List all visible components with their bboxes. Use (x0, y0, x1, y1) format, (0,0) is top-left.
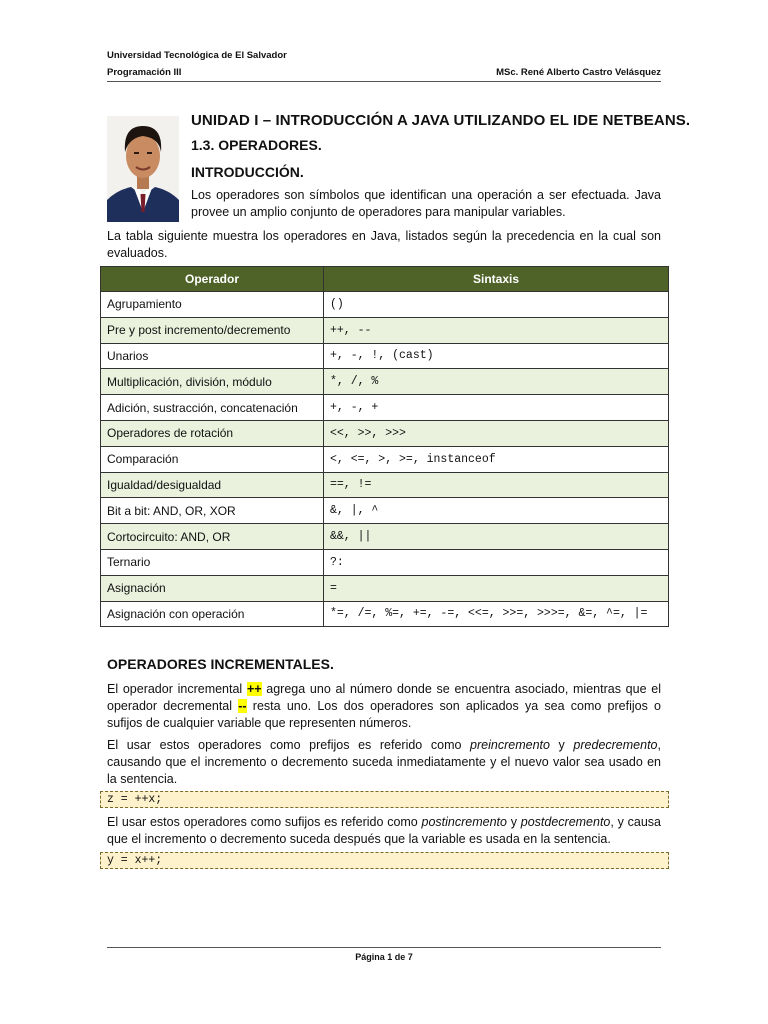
operator-cell: Igualdad/desigualdad (101, 472, 324, 498)
syntax-cell: <<, >>, >>> (324, 420, 669, 446)
text-span: , y causa que el incremento o decremento suceda después que la variable es usada en la sentencia. (107, 815, 661, 846)
operator-cell: Asignación con operación (101, 601, 324, 627)
text-span: El usar estos operadores como sufijos es referido como (107, 815, 422, 829)
text-span: agrega uno al número donde se encuentra asociado, mientras que el operador decremental (107, 682, 661, 713)
table-intro-paragraph: La tabla siguiente muestra los operadores en Java, listados según la precedencia en la cual son evaluados. (107, 229, 661, 260)
table-row (101, 420, 669, 446)
highlight-decrement: -- (238, 699, 247, 713)
operator-cell: Unarios (101, 343, 324, 369)
table-row (101, 575, 669, 601)
syntax-cell: &, |, ^ (324, 498, 669, 524)
header-syntax: Sintaxis (324, 267, 669, 292)
table-row (101, 317, 669, 343)
syntax-cell: ?: (324, 549, 669, 575)
table-row (101, 472, 669, 498)
intro-heading: INTRODUCCIÓN. (191, 164, 304, 180)
incremental-paragraph-3 (107, 814, 661, 848)
incremental-paragraph-1 (107, 681, 661, 732)
incremental-heading: OPERADORES INCREMENTALES. (107, 656, 334, 672)
text-span: , causando que el incremento o decremento suceda inmediatamente y el nuevo valor sea usado en la sentencia. (107, 738, 661, 786)
section-title: 1.3. OPERADORES. (191, 137, 322, 153)
term-postdecremento: postdecremento (520, 815, 611, 829)
footer-divider (107, 947, 661, 948)
unit-title (191, 112, 690, 129)
intro-paragraph: Los operadores son símbolos que identifican una operación a ser efectuada. Java provee un amplio conjunto de operadores para manipular variables. (191, 188, 661, 219)
operator-cell: Comparación (101, 446, 324, 472)
page-number: Página 1 de 7 (355, 952, 413, 962)
table-row (101, 446, 669, 472)
term-predecremento: predecremento (573, 738, 658, 752)
syntax-cell: <, <=, >, >=, instanceof (324, 446, 669, 472)
table-row (101, 549, 669, 575)
table-row (101, 601, 669, 627)
syntax-cell: +, -, + (324, 395, 669, 421)
table-row (101, 498, 669, 524)
syntax-cell: ==, != (324, 472, 669, 498)
text-span: El operador incremental (107, 682, 247, 696)
syntax-cell: &&, || (324, 524, 669, 550)
operator-cell: Operadores de rotación (101, 420, 324, 446)
incremental-paragraph-2 (107, 737, 661, 788)
code-sample-prefix: z = ++x; (100, 791, 669, 808)
operator-cell: Pre y post incremento/decremento (101, 317, 324, 343)
table-row (101, 369, 669, 395)
header-course: Programación III (107, 67, 182, 78)
text-span: y (549, 738, 574, 752)
syntax-cell: = (324, 575, 669, 601)
author-photo (107, 116, 179, 222)
table-row (101, 524, 669, 550)
text-span: El usar estos operadores como prefijos es referido como (107, 738, 471, 752)
table-header-row (101, 267, 669, 292)
header-operator: Operador (101, 267, 324, 292)
header-institution: Universidad Tecnológica de El Salvador (107, 50, 287, 61)
operator-cell: Bit a bit: AND, OR, XOR (101, 498, 324, 524)
syntax-cell: *, /, % (324, 369, 669, 395)
syntax-cell: +, -, !, (cast) (324, 343, 669, 369)
operator-cell: Asignación (101, 575, 324, 601)
header-author: MSc. René Alberto Castro Velásquez (496, 67, 661, 78)
operator-cell: Agrupamiento (101, 292, 324, 318)
text-span: resta uno. Los dos operadores son aplicados ya sea como prefijos o sufijos de cualquier variable que representen números. (107, 699, 661, 730)
term-postincremento: postincremento (421, 815, 507, 829)
syntax-cell: () (324, 292, 669, 318)
syntax-cell: ++, -- (324, 317, 669, 343)
operator-cell: Ternario (101, 549, 324, 575)
term-preincremento: preincremento (470, 738, 550, 752)
highlight-increment: ++ (246, 682, 262, 696)
operator-cell: Cortocircuito: AND, OR (101, 524, 324, 550)
syntax-cell: *=, /=, %=, +=, -=, <<=, >>=, >>>=, &=, ^=, |= (324, 601, 669, 627)
code-sample-suffix: y = x++; (100, 852, 669, 869)
operator-cell: Adición, sustracción, concatenación (101, 395, 324, 421)
table-row (101, 343, 669, 369)
table-row (101, 395, 669, 421)
table-row (101, 292, 669, 318)
unit-title-text: UNIDAD I – INTRODUCCIÓN A JAVA UTILIZANDO EL IDE NETBEANS. (191, 112, 691, 129)
text-span: y (506, 815, 521, 829)
header-divider (107, 81, 661, 82)
operators-table (100, 266, 669, 627)
operator-cell: Multiplicación, división, módulo (101, 369, 324, 395)
